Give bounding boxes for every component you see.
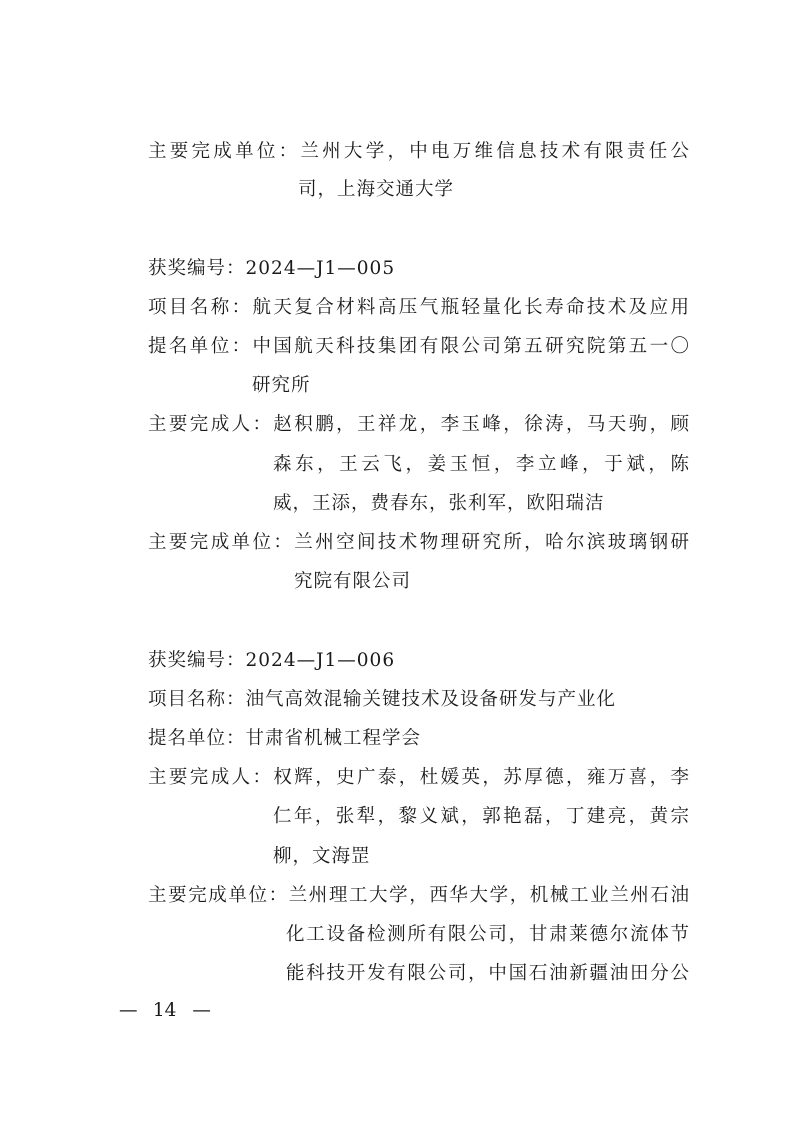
project-value: 航天复合材料高压气瓶轻量化长寿命技术及应用 [252, 297, 690, 318]
nominator-label: 提名单位： [148, 336, 253, 357]
persons-line [273, 492, 605, 516]
unit-line [148, 884, 690, 908]
nominator [148, 727, 421, 751]
persons-value: 柳，文海罡 [273, 846, 371, 867]
project-name [148, 688, 616, 712]
project-name [148, 296, 690, 320]
page-footer [119, 999, 220, 1023]
award-value: 2024—J1—006 [245, 650, 396, 671]
persons-value: 权辉，史广泰，杜媛英，苏厚德，雍万喜，李 [273, 767, 690, 788]
persons-line [273, 845, 371, 869]
nominator-label: 提名单位： [148, 728, 246, 749]
unit-label: 主要完成单位： [148, 532, 295, 553]
project-value: 油气高效混输关键技术及设备研发与产业化 [245, 689, 617, 710]
unit-line [148, 140, 690, 164]
project-label: 项目名称： [148, 297, 253, 318]
persons-line [273, 805, 690, 829]
award-value: 2024—J1—005 [245, 258, 396, 279]
unit-line [294, 570, 411, 594]
unit-label: 主要完成单位： [148, 885, 289, 906]
nominator-value: 中国航天科技集团有限公司第五研究院第五一〇 [252, 336, 690, 357]
unit-label: 主要完成单位： [148, 141, 301, 162]
persons-line [148, 413, 690, 437]
persons-line [148, 766, 690, 790]
unit-value: 兰州理工大学，西华大学，机械工业兰州石油 [288, 885, 690, 906]
award-number [148, 257, 395, 281]
persons-label: 主要完成人： [148, 767, 274, 788]
nominator-value: 甘肃省机械工程学会 [245, 728, 422, 749]
persons-line [273, 453, 690, 477]
award-label: 获奖编号： [148, 258, 246, 279]
nominator [148, 335, 690, 359]
unit-value: 司，上海交通大学 [298, 179, 455, 200]
persons-value: 仁年，张犁，黎义斌，郭艳磊，丁建亮，黄宗 [273, 806, 690, 827]
unit-line [286, 923, 690, 947]
footer-dash-left: — [119, 1000, 138, 1021]
unit-line [298, 178, 454, 202]
unit-value: 兰州空间技术物理研究所，哈尔滨玻璃钢研 [294, 532, 690, 553]
unit-value: 究院有限公司 [294, 571, 412, 592]
persons-value: 森东，王云飞，姜玉恒，李立峰，于斌，陈 [273, 454, 690, 475]
unit-line [286, 962, 690, 986]
unit-value: 化工设备检测所有限公司，甘肃莱德尔流体节 [286, 924, 690, 945]
award-label: 获奖编号： [148, 650, 246, 671]
nominator-value: 研究所 [252, 375, 311, 396]
footer-dash-right: — [192, 1000, 211, 1021]
project-label: 项目名称： [148, 689, 246, 710]
award-number [148, 649, 395, 673]
unit-line [148, 531, 690, 555]
nominator-continued [252, 374, 311, 398]
unit-value: 能科技开发有限公司，中国石油新疆油田分公 [286, 963, 690, 984]
page-number: 14 [152, 1000, 177, 1021]
persons-label: 主要完成人： [148, 414, 274, 435]
unit-value: 兰州大学，中电万维信息技术有限责任公 [300, 141, 690, 162]
persons-value: 赵积鹏，王祥龙，李玉峰，徐涛，马天驹，顾 [273, 414, 690, 435]
persons-value: 威，王添，费春东，张利军，欧阳瑞洁 [273, 493, 605, 514]
